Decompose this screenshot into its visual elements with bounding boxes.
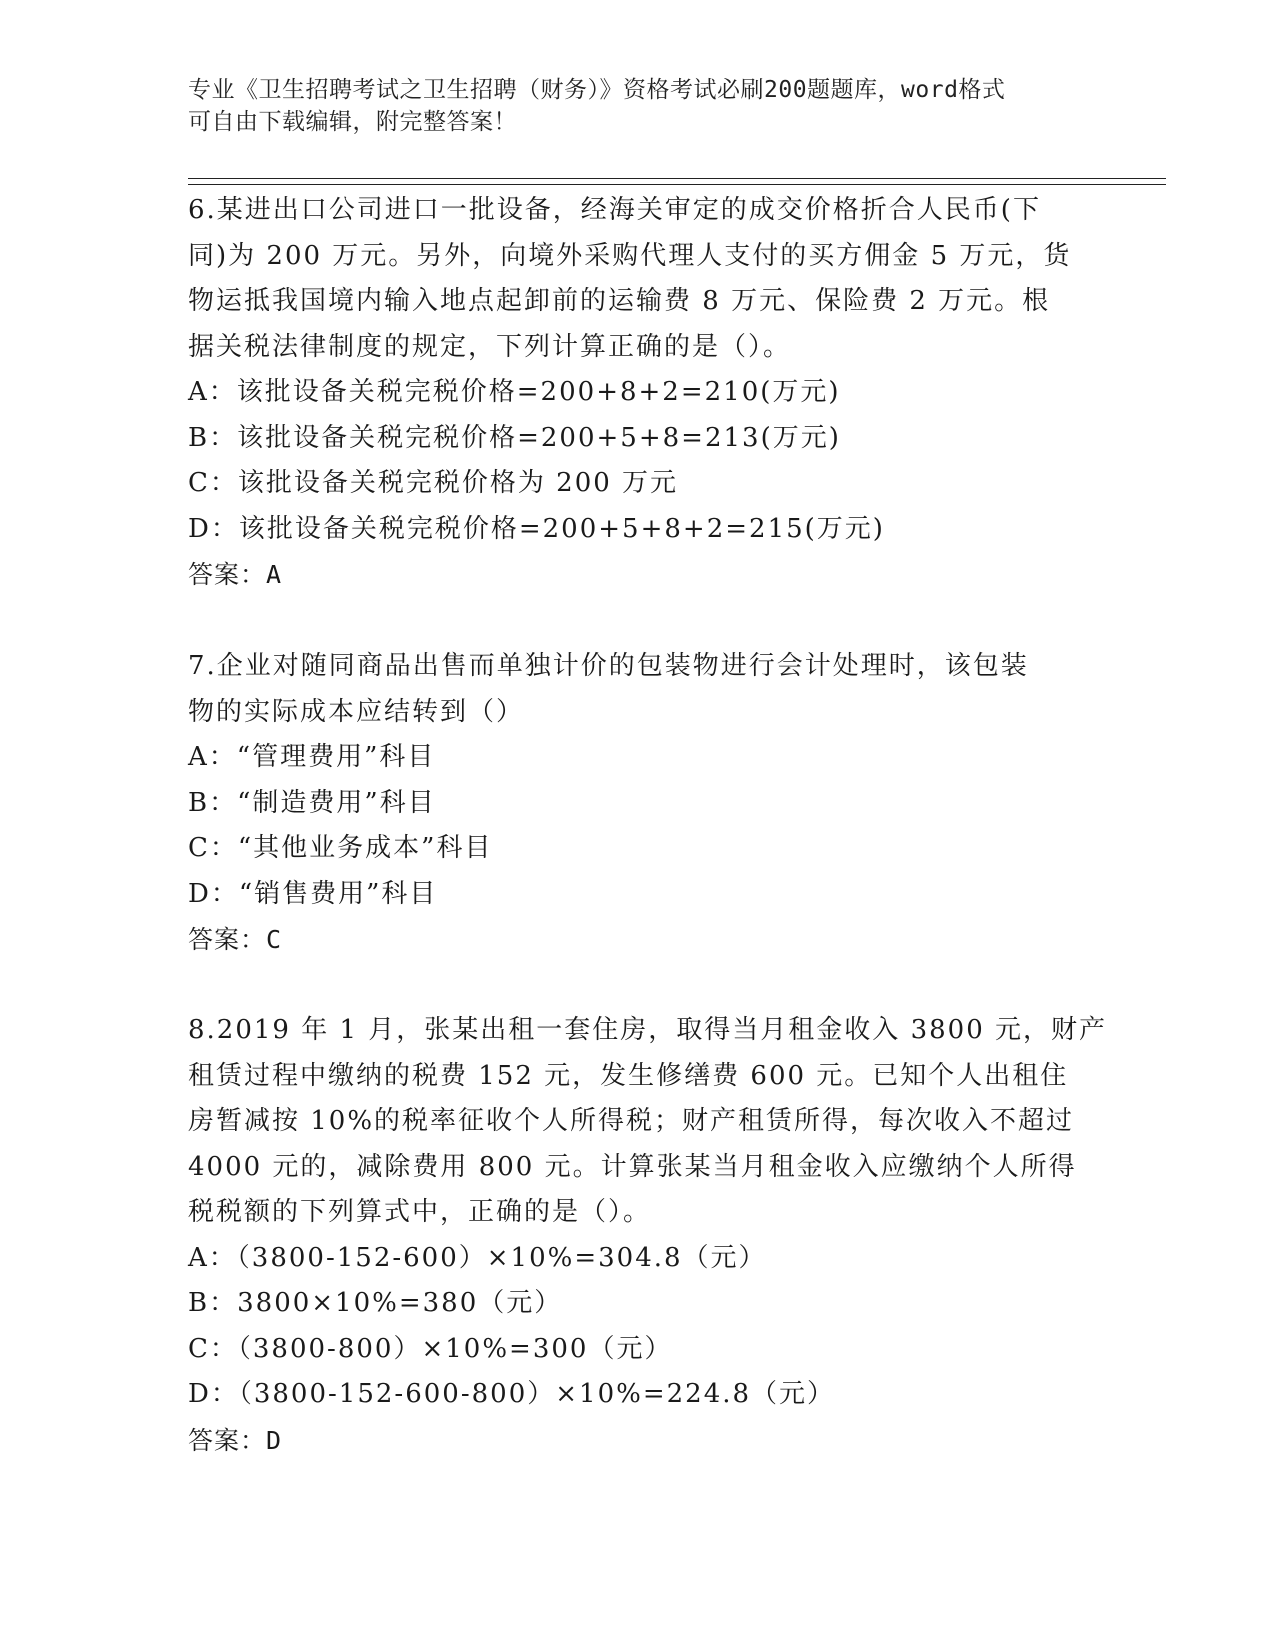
option-a: A：“管理费用”科目 <box>188 742 436 772</box>
stem-line: 据关税法律制度的规定，下列计算正确的是（）。 <box>188 331 792 362</box>
question-8 <box>188 1008 1108 1463</box>
question-7 <box>188 644 1088 963</box>
question-stem <box>188 644 1088 735</box>
question-stem <box>188 188 1088 370</box>
option-a: A：（3800-152-600）×10%=304.8（元） <box>188 1242 767 1273</box>
answer: 答案：C <box>188 925 283 954</box>
header-divider-top <box>188 178 1166 179</box>
option-d: D：“销售费用”科目 <box>188 878 438 909</box>
option-b: B：3800×10%=380（元） <box>188 1288 563 1318</box>
question-stem <box>188 1008 1108 1236</box>
stem-line: 物运抵我国境内输入地点起卸前的运输费 8 万元、保险费 2 万元。根 <box>188 286 1051 316</box>
stem-line: 房暂减按 10%的税率征收个人所得税；财产租赁所得，每次收入不超过 <box>188 1106 1075 1136</box>
stem-line: 租赁过程中缴纳的税费 152 元，发生修缮费 600 元。已知个人出租住 <box>188 1060 1069 1091</box>
document-header <box>188 74 1088 138</box>
stem-line: 物的实际成本应结转到（） <box>188 696 525 727</box>
option-d: D：该批设备关税完税价格=200+5+8+2=215(万元) <box>188 513 885 544</box>
stem-line: 同)为 200 万元。另外，向境外采购代理人支付的买方佣金 5 万元，货 <box>188 240 1072 271</box>
header-line-2: 可自由下载编辑，附完整答案！ <box>188 109 517 135</box>
option-c: C：“其他业务成本”科目 <box>188 833 493 863</box>
option-b: B：该批设备关税完税价格=200+5+8=213(万元) <box>188 422 841 453</box>
stem-line: 8.2019 年 1 月，张某出租一套住房，取得当月租金收入 3800 元，财产 <box>188 1015 1108 1045</box>
answer: 答案：A <box>188 560 283 589</box>
option-c: C：（3800-800）×10%=300（元） <box>188 1333 673 1364</box>
stem-line: 4000 元的，减除费用 800 元。计算张某当月租金收入应缴纳个人所得 <box>188 1151 1077 1182</box>
option-a: A：该批设备关税完税价格=200+8+2=210(万元) <box>188 377 841 407</box>
answer: 答案：D <box>188 1425 283 1455</box>
stem-line: 6.某进出口公司进口一批设备，经海关审定的成交价格折合人民币(下 <box>188 195 1041 225</box>
stem-line: 7.企业对随同商品出售而单独计价的包装物进行会计处理时，该包装 <box>188 651 1029 681</box>
header-divider-bottom <box>188 184 1166 185</box>
option-d: D：（3800-152-600-800）×10%=224.8（元） <box>188 1379 836 1409</box>
stem-line: 税税额的下列算式中，正确的是（）。 <box>188 1197 652 1227</box>
option-b: B：“制造费用”科目 <box>188 787 436 818</box>
option-c: C：该批设备关税完税价格为 200 万元 <box>188 468 679 498</box>
question-6 <box>188 188 1088 598</box>
header-line-1: 专业《卫生招聘考试之卫生招聘（财务）》资格考试必刷200题题库，word格式 <box>188 77 1006 103</box>
